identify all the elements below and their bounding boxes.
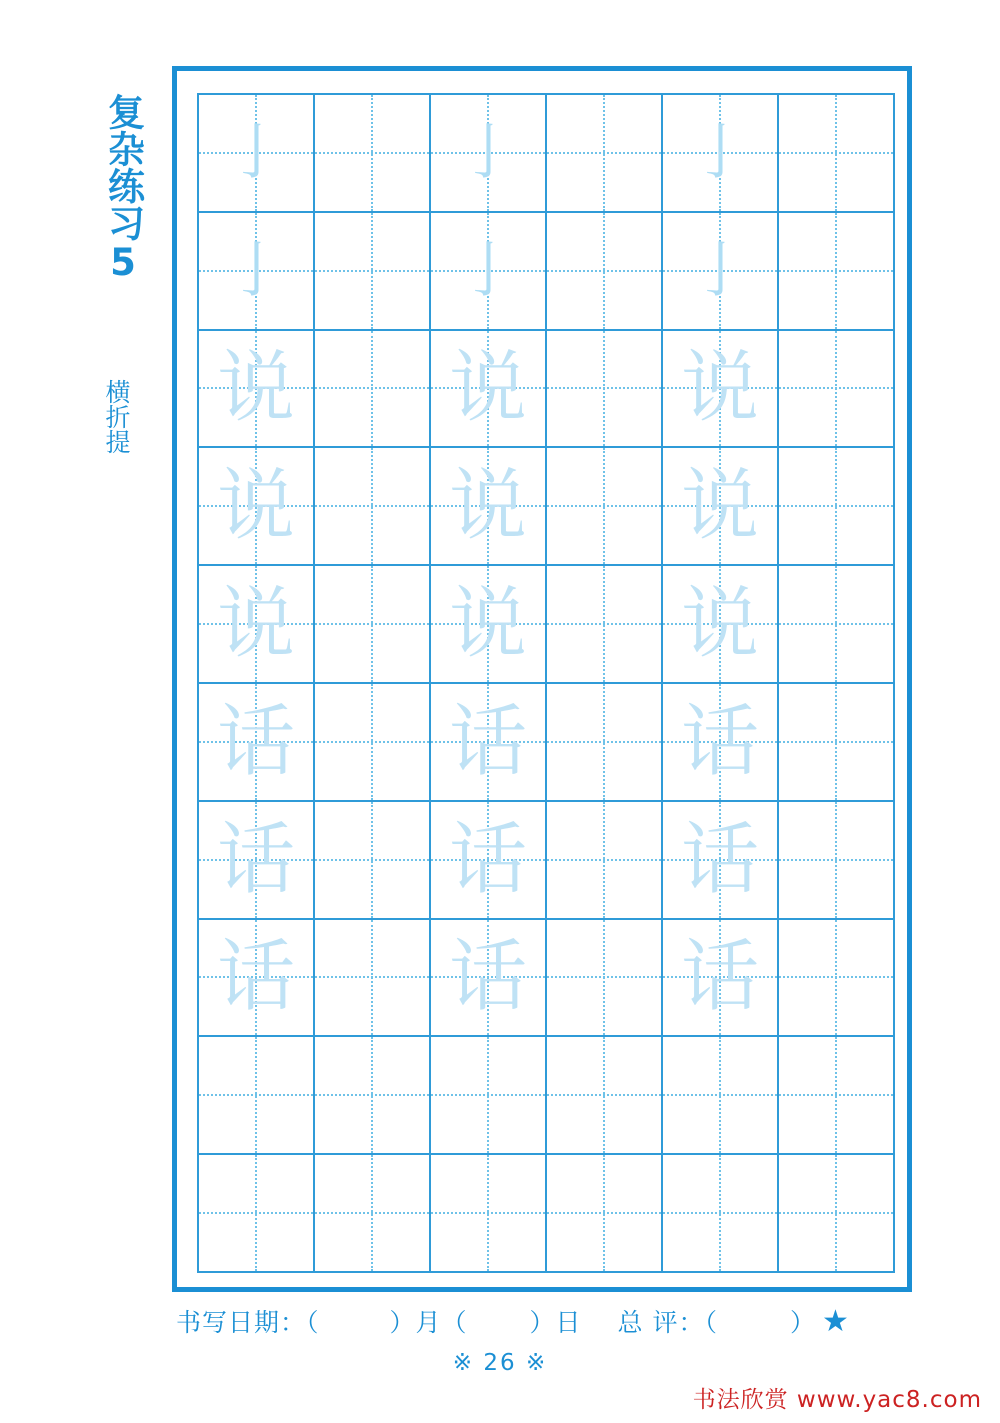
grid-cell[interactable] <box>779 566 895 684</box>
grid-cell[interactable] <box>547 1037 663 1155</box>
grid-cell[interactable] <box>315 1155 431 1273</box>
character-model-glyph: 说 <box>448 579 527 670</box>
day-label: ）日 <box>529 1308 582 1337</box>
character-model-glyph: 说 <box>448 461 527 552</box>
grid-cell[interactable] <box>779 331 895 449</box>
character-model-glyph: 说 <box>216 579 295 670</box>
grid-cell[interactable] <box>315 95 431 213</box>
footer-date-row <box>176 1302 916 1340</box>
stroke-model-glyph: 亅 <box>690 235 750 306</box>
character-model-glyph: 说 <box>680 579 759 670</box>
grid-cell[interactable] <box>547 448 663 566</box>
stroke-model-glyph: 亅 <box>690 117 750 188</box>
stroke-model-glyph: 亅 <box>226 117 286 188</box>
grid-cell[interactable] <box>547 95 663 213</box>
page-title: 复杂练习5 <box>101 92 145 284</box>
grid-cell[interactable] <box>663 213 779 331</box>
grid-cell[interactable] <box>315 802 431 920</box>
grid-cell[interactable] <box>779 920 895 1038</box>
character-model-glyph: 话 <box>680 814 759 905</box>
grid-cell[interactable] <box>199 95 315 213</box>
grade-label: 总 评：（ <box>617 1308 718 1337</box>
grid-cell[interactable] <box>431 213 547 331</box>
grid-cell[interactable] <box>199 684 315 802</box>
grid-cell[interactable] <box>663 1037 779 1155</box>
grid-cell[interactable] <box>315 331 431 449</box>
grid-cell[interactable] <box>779 684 895 802</box>
page-number: ※ 26 ※ <box>452 1350 548 1376</box>
grid-cell[interactable] <box>663 1155 779 1273</box>
grid-cell[interactable] <box>431 95 547 213</box>
stroke-model-glyph: 亅 <box>458 235 518 306</box>
grid-cell[interactable] <box>199 1155 315 1273</box>
grid-cell[interactable] <box>779 1037 895 1155</box>
grid-cell[interactable] <box>547 566 663 684</box>
grid-cell[interactable] <box>779 1155 895 1273</box>
grid-cell[interactable] <box>431 684 547 802</box>
grid-cell[interactable] <box>663 920 779 1038</box>
stroke-model-glyph: 亅 <box>226 235 286 306</box>
grid-cell[interactable] <box>431 448 547 566</box>
grid-cell[interactable] <box>663 448 779 566</box>
grid-cell[interactable] <box>779 802 895 920</box>
practice-grid <box>197 93 895 1273</box>
grid-cell[interactable] <box>315 684 431 802</box>
character-model-glyph: 说 <box>216 343 295 434</box>
grid-cell[interactable] <box>547 920 663 1038</box>
character-model-glyph: 说 <box>680 461 759 552</box>
grid-cell[interactable] <box>547 684 663 802</box>
grid-cell[interactable] <box>199 448 315 566</box>
grid-cell[interactable] <box>199 331 315 449</box>
grid-cell[interactable] <box>431 920 547 1038</box>
character-model-glyph: 话 <box>216 696 295 787</box>
grid-cell[interactable] <box>547 331 663 449</box>
grid-cell[interactable] <box>663 331 779 449</box>
grade-close-paren: ） <box>790 1308 817 1337</box>
grid-cell[interactable] <box>199 1037 315 1155</box>
grid-cell[interactable] <box>663 684 779 802</box>
grid-cell[interactable] <box>315 1037 431 1155</box>
grid-cell[interactable] <box>315 213 431 331</box>
practice-frame-inner <box>197 93 895 1273</box>
grid-cell[interactable] <box>779 213 895 331</box>
grid-cell[interactable] <box>779 448 895 566</box>
grid-cell[interactable] <box>431 1037 547 1155</box>
date-label: 书写日期：（ <box>176 1308 320 1337</box>
character-model-glyph: 话 <box>680 696 759 787</box>
grid-cell[interactable] <box>547 213 663 331</box>
character-model-glyph: 话 <box>216 932 295 1023</box>
grid-cell[interactable] <box>431 331 547 449</box>
grid-cell[interactable] <box>199 213 315 331</box>
grid-cell[interactable] <box>199 920 315 1038</box>
grid-cell[interactable] <box>547 1155 663 1273</box>
worksheet-title-block <box>78 58 168 496</box>
character-model-glyph: 话 <box>216 814 295 905</box>
grid-cell[interactable] <box>315 448 431 566</box>
grid-cell[interactable] <box>663 802 779 920</box>
practice-frame <box>172 66 912 1292</box>
watermark-text: 书法欣赏 www.yac8.com <box>692 1387 982 1413</box>
character-model-glyph: 说 <box>680 343 759 434</box>
star-icon: ★ <box>822 1303 850 1339</box>
character-model-glyph: 说 <box>216 461 295 552</box>
grid-cell[interactable] <box>315 920 431 1038</box>
character-model-glyph: 话 <box>448 696 527 787</box>
grid-cell[interactable] <box>315 566 431 684</box>
grid-cell[interactable] <box>663 95 779 213</box>
grid-cell[interactable] <box>663 566 779 684</box>
grid-cell[interactable] <box>431 1155 547 1273</box>
character-model-glyph: 话 <box>448 814 527 905</box>
grid-cell[interactable] <box>431 566 547 684</box>
stroke-model-glyph: 亅 <box>458 117 518 188</box>
grid-cell[interactable] <box>199 566 315 684</box>
character-model-glyph: 话 <box>448 932 527 1023</box>
grid-cell[interactable] <box>199 802 315 920</box>
grid-cell[interactable] <box>547 802 663 920</box>
grid-cell[interactable] <box>431 802 547 920</box>
page-subtitle: 横折提 <box>102 378 131 454</box>
character-model-glyph: 说 <box>448 343 527 434</box>
grid-cell[interactable] <box>779 95 895 213</box>
month-label: ）月（ <box>389 1308 468 1337</box>
character-model-glyph: 话 <box>680 932 759 1023</box>
